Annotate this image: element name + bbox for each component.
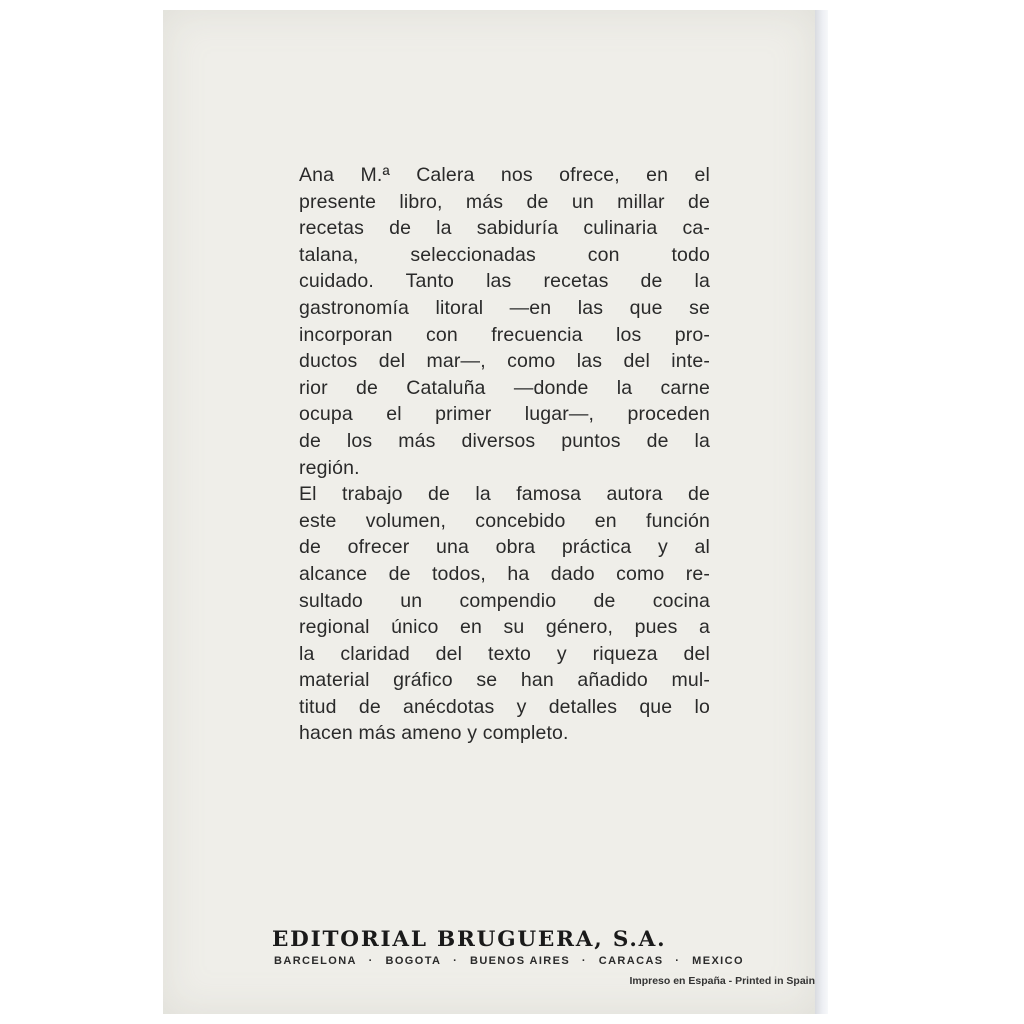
blurb-line: hacen más ameno y completo. [299, 722, 569, 745]
blurb-line: alcance de todos, ha dado como re- [299, 562, 710, 585]
city-separator: · [453, 955, 459, 967]
blurb-line: de ofrecer una obra práctica y al [299, 536, 710, 559]
blurb-line: talana, seleccionadas con todo [299, 243, 710, 266]
city-mexico: MEXICO [692, 955, 744, 967]
city-buenos-aires: BUENOS AIRES [469, 955, 571, 967]
publisher-name: EDITORIAL BRUGUERA, S.A. [272, 927, 667, 952]
blurb-line: material gráfico se han añadido mul- [299, 669, 710, 692]
blurb-line: recetas de la sabiduría culinaria ca- [299, 217, 710, 240]
blurb-line: regional único en su género, pues a [299, 616, 710, 639]
city-separator: · [368, 955, 374, 967]
blurb-line: sultado un compendio de cocina [299, 589, 710, 612]
blurb-line: incorporan con frecuencia los pro- [299, 323, 710, 346]
blurb-line: ductos del mar—, como las del inte- [299, 350, 710, 373]
blurb-line: titud de anécdotas y detalles que lo [299, 695, 710, 718]
city-separator: · [581, 955, 587, 967]
printed-in-notice: Impreso en España - Printed in Spain [629, 975, 815, 987]
blurb-line: este volumen, concebido en función [299, 509, 710, 532]
blurb-line: ocupa el primer lugar—, proceden [299, 403, 710, 426]
city-separator: · [675, 955, 681, 967]
blurb-line: presente libro, más de un millar de [299, 190, 710, 213]
blurb-line: rior de Cataluña —donde la carne [299, 376, 710, 399]
cover-edge [815, 10, 828, 1014]
blurb-line: de los más diversos puntos de la [299, 429, 710, 452]
city-barcelona: BARCELONA [274, 955, 357, 967]
blurb-line: gastronomía litoral —en las que se [299, 296, 710, 319]
blurb-line: Ana M.ª Calera nos ofrece, en el [299, 164, 710, 186]
blurb-text [299, 162, 710, 747]
city-caracas: CARACAS [598, 955, 664, 967]
blurb-line: la claridad del texto y riqueza del [299, 642, 710, 665]
blurb-line: El trabajo de la famosa autora de [299, 483, 710, 506]
city-bogota: BOGOTA [385, 955, 442, 967]
blurb-line: cuidado. Tanto las recetas de la [299, 270, 710, 293]
publisher-cities [274, 955, 744, 967]
blurb-line: región. [299, 456, 360, 479]
